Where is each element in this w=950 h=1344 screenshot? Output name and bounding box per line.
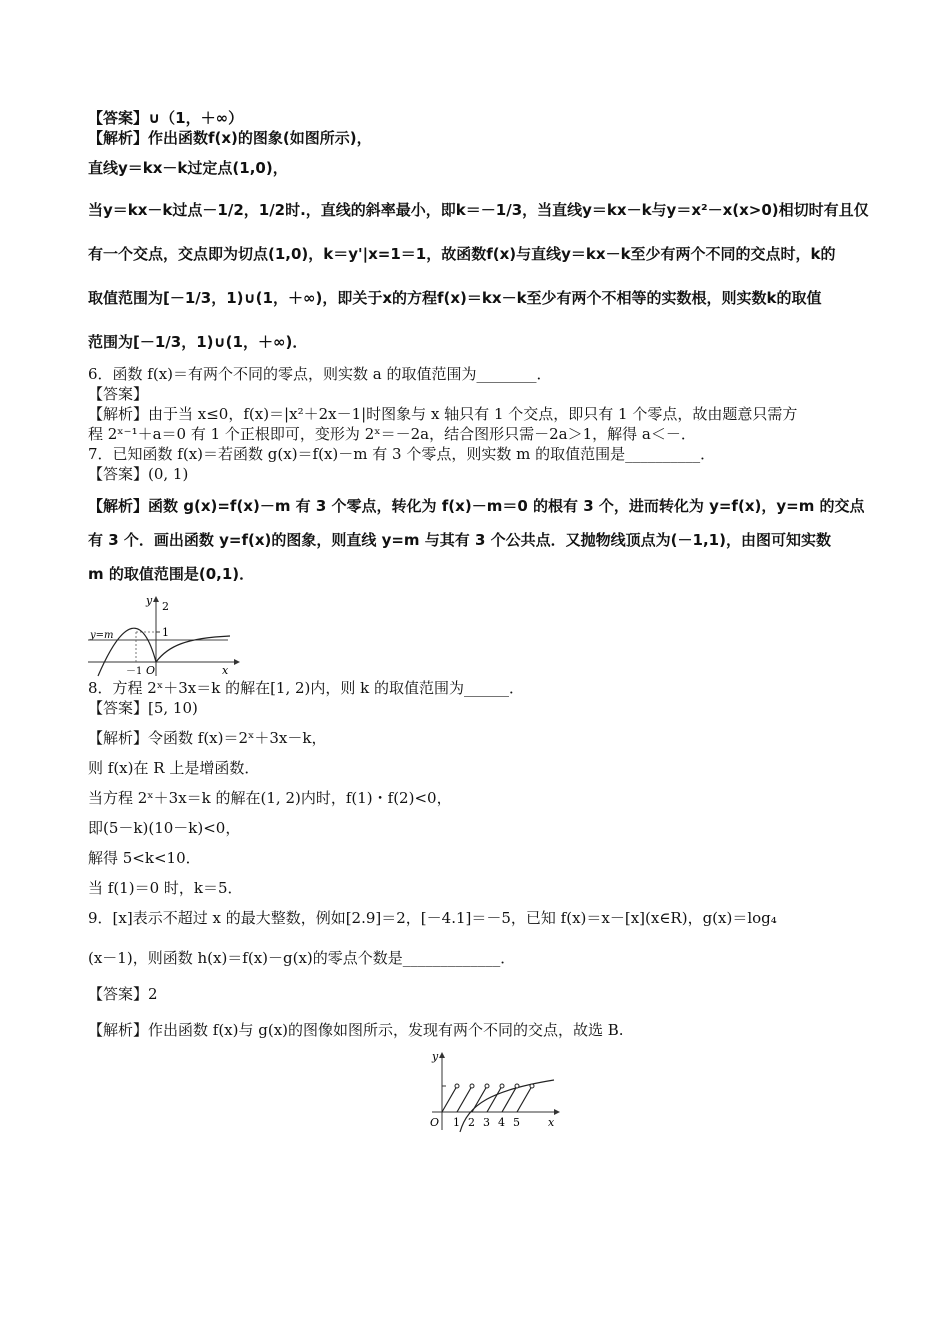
figure-9-graph — [426, 1050, 566, 1134]
analysis-6-line-2: 程 2ˣ⁻¹＋a＝0 有 1 个正根即可，变形为 2ˣ＝－2a，结合图形只需－2a＞1，解得 a＜－． — [88, 425, 696, 443]
analysis-5-line-5: 取值范围为[－1/3，1)∪(1，＋∞)，即关于x的方程f(x)＝kx－k至少有两个不相等的实数根，则实数k的取值 — [88, 289, 822, 307]
fig7-origin: O — [146, 664, 156, 677]
analysis-6-line-1: 【解析】由于当 x≤0，f(x)＝|x²＋2x－1|时图象与 x 轴只有 1 个交点，即只有 1 个零点，故由题意只需方 — [88, 405, 798, 423]
answer-6: 【答案】 — [88, 385, 149, 403]
fig9-y-label: y — [432, 1050, 439, 1063]
question-9-line-1: 9．[x]表示不超过 x 的最大整数，例如[2.9]＝2，[－4.1]＝－5，已知 f(x)＝x－[x](x∈R)，g(x)＝log₄ — [88, 909, 777, 927]
answer-9: 【答案】2 — [88, 985, 158, 1003]
analysis-5-line-3: 当y＝kx－k过点－1/2，1/2时.，直线的斜率最小，即k＝－1/3，当直线y＝kx－k与y＝x²－x(x>0)相切时有且仅 — [88, 201, 869, 219]
fig7-tick-1: 1 — [162, 626, 169, 639]
analysis-8-line-5: 解得 5<k<10． — [88, 849, 201, 867]
answer-5: 【答案】∪（1，＋∞） — [88, 109, 244, 127]
answer-7: 【答案】(0, 1) — [88, 465, 189, 483]
document-page — [88, 108, 878, 1134]
analysis-9: 【解析】作出函数 f(x)与 g(x)的图像如图所示，发现有两个不同的交点，故选 B. — [88, 1021, 624, 1039]
question-7: 7．已知函数 f(x)＝若函数 g(x)＝f(x)－m 有 3 个零点，则实数 m 的取值范围是__________． — [88, 445, 716, 463]
fig7-x-label: x — [222, 664, 229, 677]
analysis-7-line-1: 【解析】函数 g(x)=f(x)－m 有 3 个零点，转化为 f(x)－m＝0 的根有 3 个，进而转化为 y=f(x)，y=m 的交点 — [88, 497, 865, 515]
fig7-tick-2: 2 — [162, 600, 169, 613]
analysis-8-line-2: 则 f(x)在 R 上是增函数． — [88, 759, 260, 777]
fig9-x-label: x — [548, 1116, 555, 1129]
analysis-5-line-4: 有一个交点，交点即为切点(1,0)，k＝y'|x=1＝1，故函数f(x)与直线y＝kx－k至少有两个不同的交点时，k的 — [88, 245, 836, 263]
analysis-7-line-2: 有 3 个．画出函数 y=f(x)的图象，则直线 y=m 与其有 3 个公共点．又抛物线顶点为(－1,1)，由图可知实数 — [88, 531, 831, 549]
analysis-5-line-2: 直线y＝kx－k过定点(1,0)， — [88, 159, 288, 177]
question-9-line-2: (x－1)，则函数 h(x)＝f(x)－g(x)的零点个数是_____________． — [88, 949, 516, 967]
question-6: 6．函数 f(x)＝有两个不同的零点，则实数 a 的取值范围为________． — [88, 365, 552, 383]
fig9-tick-3: 3 — [483, 1116, 490, 1129]
analysis-8-line-4: 即(5－k)(10－k)<0， — [88, 819, 241, 837]
analysis-5-line-1: 【解析】作出函数f(x)的图象(如图所示)， — [88, 129, 372, 147]
fig9-tick-2: 2 — [468, 1116, 475, 1129]
analysis-8-line-3: 当方程 2ˣ＋3x＝k 的解在(1, 2)内时，f(1)・f(2)<0， — [88, 789, 452, 807]
fig9-tick-5: 5 — [513, 1116, 520, 1129]
fig9-tick-4: 4 — [498, 1116, 505, 1129]
figure-7-graph — [88, 594, 248, 678]
analysis-8-line-1: 【解析】令函数 f(x)＝2ˣ＋3x－k， — [88, 729, 327, 747]
analysis-5-line-6: 范围为[－1/3，1)∪(1，＋∞)． — [88, 333, 308, 351]
fig7-line-label: y=m — [90, 630, 114, 641]
fig7-y-label: y — [146, 594, 153, 607]
answer-8: 【答案】[5, 10) — [88, 699, 198, 717]
fig7-tick-minus1: －1 — [126, 666, 143, 677]
question-8: 8．方程 2ˣ＋3x＝k 的解在[1, 2)内，则 k 的取值范围为______． — [88, 679, 525, 697]
analysis-7-line-3: m 的取值范围是(0,1)． — [88, 565, 255, 583]
fig9-tick-1: 1 — [453, 1116, 460, 1129]
analysis-8-line-6: 当 f(1)＝0 时，k＝5． — [88, 879, 243, 897]
fig9-origin: O — [430, 1116, 440, 1129]
